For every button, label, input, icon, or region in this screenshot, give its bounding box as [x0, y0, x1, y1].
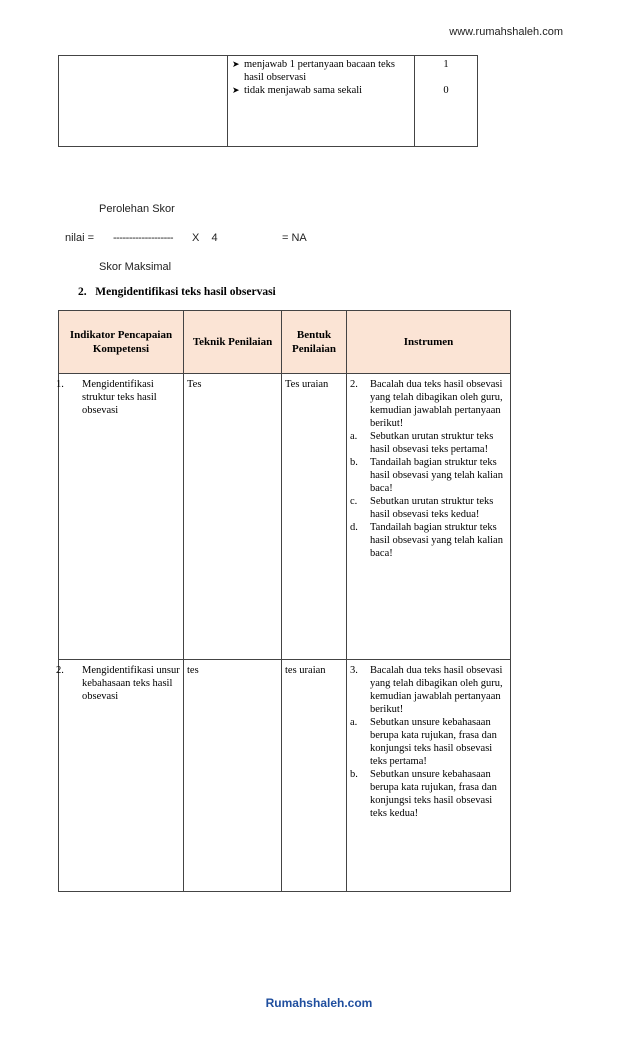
- score-table: [58, 55, 478, 147]
- header-url: www.rumahshaleh.com: [449, 26, 563, 38]
- arrow-bullet-icon: ➤: [232, 59, 240, 69]
- header-instrumen: Instrumen: [347, 311, 511, 374]
- section-number: 2.: [78, 286, 87, 298]
- teknik-cell: tes: [184, 660, 282, 892]
- footer-link[interactable]: Rumahshaleh.com: [265, 996, 373, 1010]
- bentuk-cell: Tes uraian: [282, 374, 347, 660]
- table-row: [59, 660, 511, 892]
- indikator-text: Mengidentifikasi struktur teks hasil obsevasi: [82, 379, 157, 416]
- formula-label: nilai =: [65, 232, 95, 244]
- score-value: 0: [443, 85, 449, 96]
- header-bentuk: Bentuk Penilaian: [282, 311, 347, 374]
- instrumen-item: a. Sebutkan urutan struktur teks hasil obsevasi teks pertama!: [350, 431, 494, 455]
- bentuk-cell: tes uraian: [282, 660, 347, 892]
- indikator-cell: [56, 660, 184, 892]
- header-teknik: Teknik Penilaian: [184, 311, 282, 374]
- instrumen-item: c. Sebutkan urutan struktur teks hasil obsevasi teks kedua!: [350, 496, 494, 520]
- score-criteria-item: ➤ tidak menjawab sama sekali: [232, 85, 363, 96]
- score-criteria-item: ➤ menjawab 1 pertanyaan bacaan teks hasil observasi: [232, 59, 396, 83]
- instrumen-item: b. Sebutkan unsure kebahasaan berupa kata rujukan, frasa dan konjungsi teks hasil obsevasi teks kedua!: [350, 769, 497, 819]
- instrumen-item: 2. Bacalah dua teks hasil obsevasi yang telah dibagikan oleh guru, kemudian jawablah pertanyaan berikut!: [350, 379, 503, 429]
- indikator-cell: [56, 374, 184, 660]
- row-number: 2.: [56, 665, 64, 676]
- formula-numerator: Perolehan Skor: [99, 203, 175, 215]
- score-criteria-cell: [228, 56, 415, 147]
- teknik-cell: Tes: [184, 374, 282, 660]
- header-indikator: Indikator Pencapaian Kompetensi: [59, 311, 184, 374]
- formula-result: = NA: [282, 232, 307, 244]
- score-table-empty-cell: [59, 56, 228, 147]
- table-row: [59, 374, 511, 660]
- section-title: [78, 286, 276, 298]
- score-value: 1: [443, 59, 449, 70]
- instrumen-cell: [347, 660, 511, 892]
- instrumen-item: 3. Bacalah dua teks hasil obsevasi yang telah dibagikan oleh guru, kemudian jawablah pertanyaan berikut!: [350, 665, 503, 715]
- indikator-text: Mengidentifikasi unsur kebahasaan teks hasil obsevasi: [82, 665, 180, 702]
- arrow-bullet-icon: ➤: [232, 85, 240, 95]
- instrumen-item: b. Tandailah bagian struktur teks hasil obsevasi yang telah kalian baca!: [350, 457, 503, 494]
- instrumen-item: a. Sebutkan unsure kebahasaan berupa kata rujukan, frasa dan konjungsi teks hasil obsevasi teks pertama!: [350, 717, 497, 767]
- instrumen-item: d. Tandailah bagian struktur teks hasil obsevasi yang telah kalian baca!: [350, 522, 503, 559]
- formula-fraction-line: -------------------: [113, 232, 174, 244]
- assessment-table: [58, 310, 511, 892]
- instrumen-cell: [347, 374, 511, 660]
- section-title-text: Mengidentifikasi teks hasil observasi: [95, 286, 276, 298]
- row-number: 1.: [56, 379, 64, 390]
- score-value-cell: [415, 56, 478, 147]
- formula-multiplier: X 4: [192, 232, 218, 244]
- formula-denominator: Skor Maksimal: [99, 261, 172, 273]
